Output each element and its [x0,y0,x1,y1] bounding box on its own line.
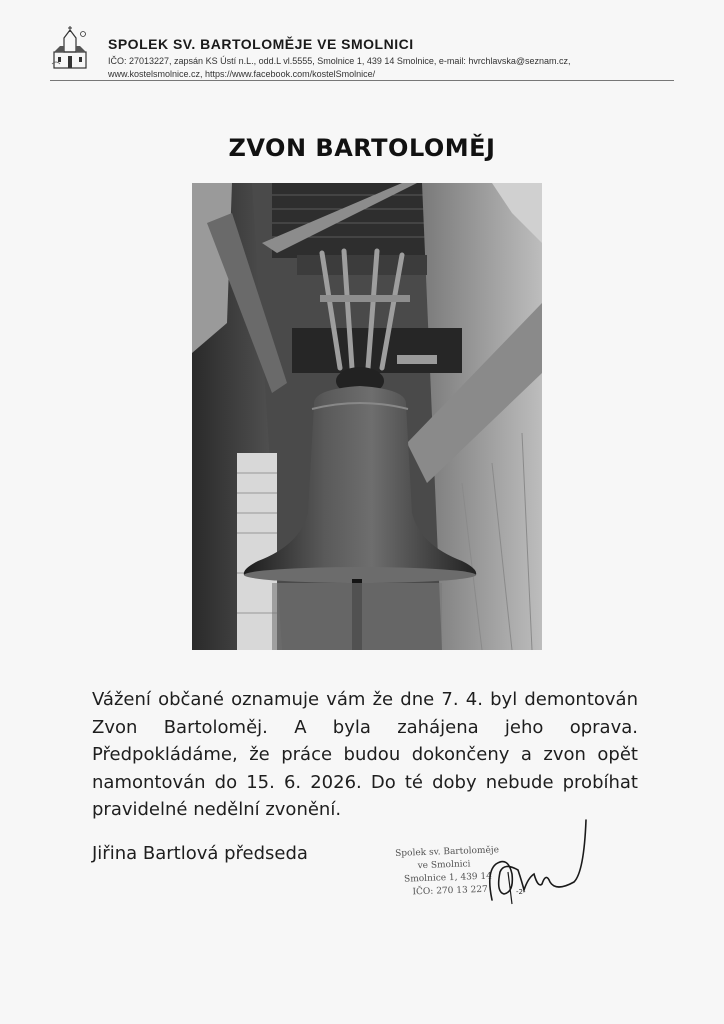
signer-name: Jiřina Bartlová předseda [92,843,308,864]
stamp-line: ve Smolnici [417,859,471,872]
stamp-line: Smolnice 1, 439 14 [403,871,493,885]
header-divider [50,80,674,81]
page-title: ZVON BARTOLOMĚJ [228,134,496,162]
stamp-line: IČO: 270 13 227 [412,884,488,898]
organization-details: IČO: 27013227, zapsán KS Ústí n.L., odd.L vl.5555, Smolnice 1, 439 14 Smolnice, e-mail: hvrchlavska@seznam.cz, [108,56,571,66]
handwritten-signature [478,812,598,907]
organization-links: www.kostelsmolnice.cz, https://www.facebook.com/kostelSmolnice/ [108,69,376,79]
organization-name: SPOLEK SV. BARTOLOMĚJE VE SMOLNICI [108,36,414,52]
church-icon [50,26,90,70]
bell-photo [192,183,542,650]
stamp-line: Spolek sv. Bartoloměje [395,845,500,859]
svg-text:-2-: -2- [516,888,526,896]
announcement-text: Vážení občané oznamuje vám že dne 7. 4. byl demontován Zvon Bartoloměj. A byla zahájena jeho oprava. Předpokládáme, že práce budou dokončeny a zvon opět namontován do 15. 6. 2026. Do té doby nebude probíhat pravidelné nedělní zvonění. [92,689,638,820]
